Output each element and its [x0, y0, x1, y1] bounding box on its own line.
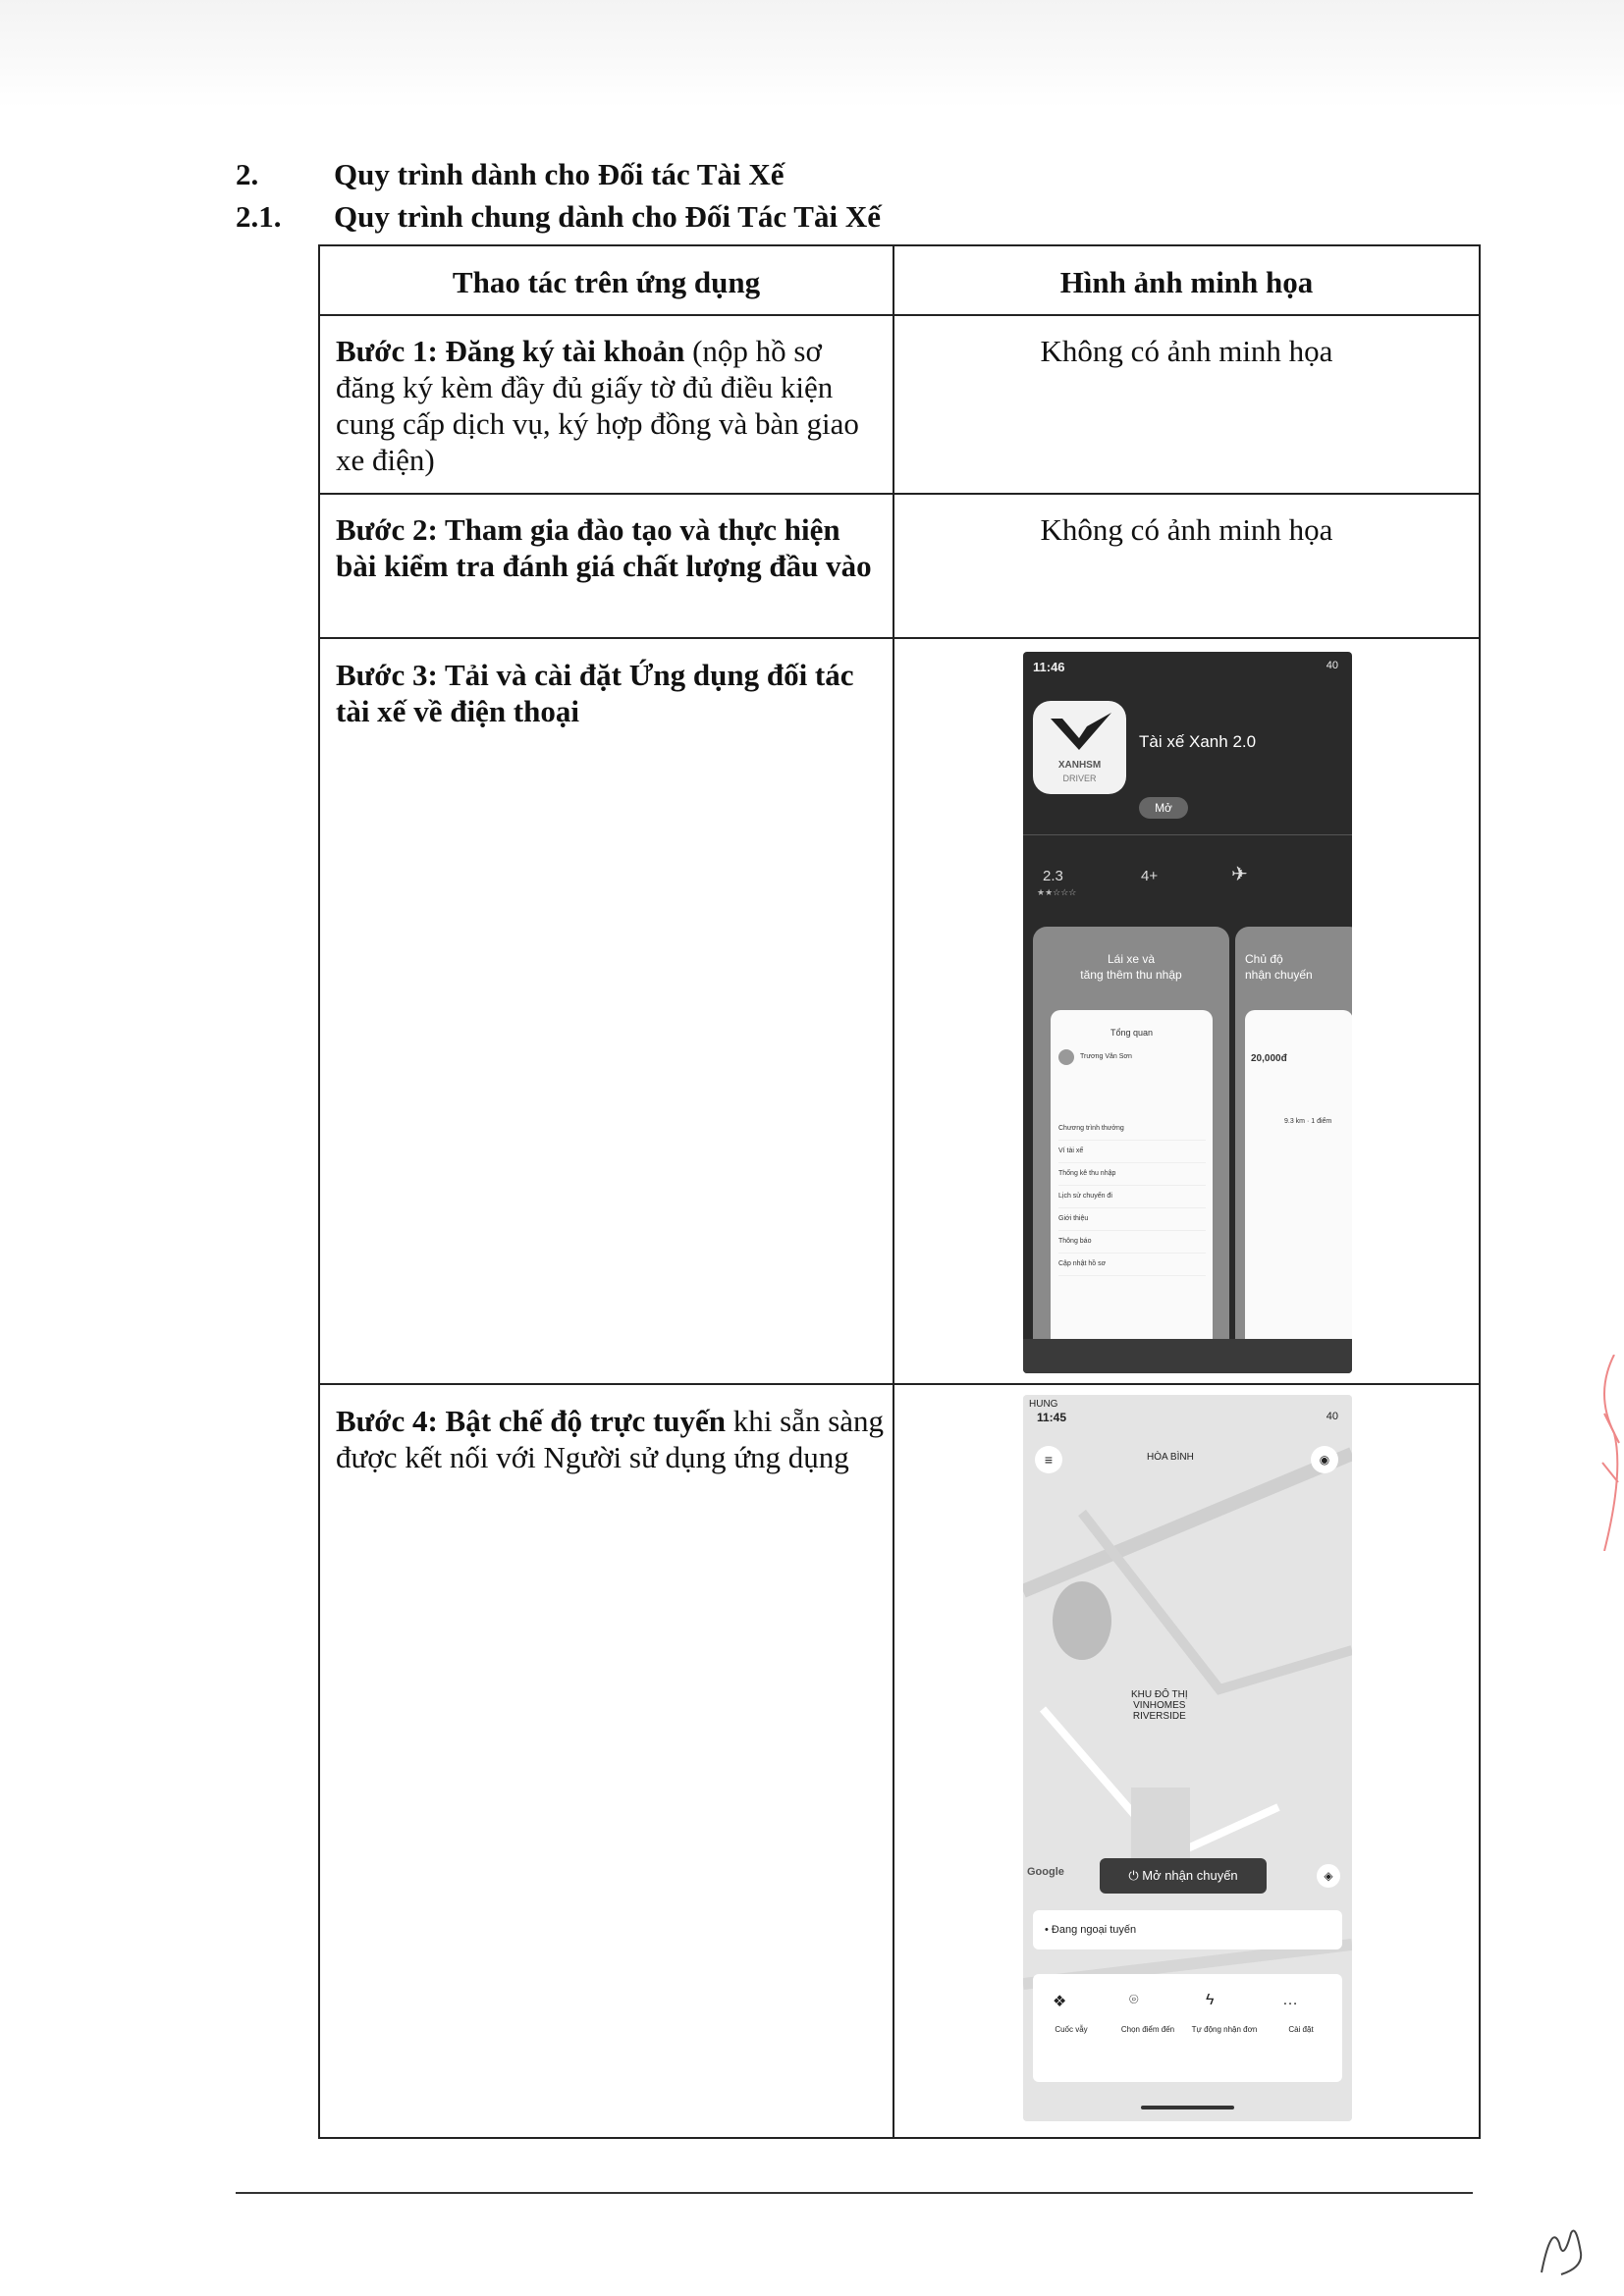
section-number: 2. — [236, 157, 259, 191]
promo-inner-screen-2 — [1245, 1010, 1352, 1354]
column-header-actions: Thao tác trên ứng dụng — [452, 265, 761, 299]
section-title: Quy trình dành cho Đối tác Tài Xế — [334, 157, 785, 191]
row-divider — [320, 314, 1479, 316]
step-2-title: Bước 2: Tham gia đào tạo và thực hiện bài kiểm tra đánh giá chất lượng đầu vào — [336, 512, 872, 583]
lightning-icon: ϟ — [1206, 1992, 1215, 2008]
inner-menu-item: Ví tài xế — [1058, 1141, 1206, 1163]
inner-user-name: Trương Văn Sơn — [1080, 1053, 1132, 1060]
inner-menu — [1058, 1118, 1206, 1276]
map-screenshot — [1023, 1395, 1352, 2121]
row-divider — [320, 493, 1479, 495]
go-online-label: Mở nhận chuyến — [1142, 1868, 1238, 1883]
signature — [1532, 2214, 1591, 2282]
quick-action-label[interactable]: Chọn điểm đến — [1120, 2025, 1175, 2034]
logo-text: XANHSM — [1057, 760, 1102, 771]
status-signal: 40 — [1326, 1411, 1338, 1422]
map-label-line: RIVERSIDE — [1132, 1711, 1186, 1722]
more-icon: … — [1282, 1992, 1298, 2008]
distance-value: 9.3 km · 1 điểm — [1284, 1118, 1332, 1125]
stamp-fragment — [1585, 1355, 1624, 1551]
age-rating: 4+ — [1141, 868, 1159, 884]
fare-value: 20,000đ — [1251, 1053, 1287, 1064]
row-divider — [320, 637, 1479, 639]
avatar — [1058, 1049, 1074, 1065]
menu-icon[interactable]: ≡ — [1035, 1446, 1062, 1473]
promo-card-1 — [1033, 927, 1229, 1368]
column-header-illustration: Hình ảnh minh họa — [1059, 265, 1314, 299]
app-store-screenshot — [1023, 652, 1352, 1373]
power-icon: ⏻ — [1128, 1868, 1143, 1883]
quick-action-label[interactable]: Cuốc vẫy — [1055, 2025, 1088, 2034]
step-1-text — [336, 333, 886, 478]
inner-menu-item: Chương trình thưởng — [1058, 1118, 1206, 1141]
subsection-title: Quy trình chung dành cho Đối Tác Tài Xế — [334, 199, 881, 234]
step-2-no-image: Không có ảnh minh họa — [1040, 512, 1333, 547]
step-1-no-image: Không có ảnh minh họa — [1040, 334, 1333, 368]
step-1-title: Bước 1: Đăng ký tài khoản — [336, 334, 685, 368]
inner-title: Tổng quan — [1110, 1028, 1154, 1038]
row-divider — [320, 1383, 1479, 1385]
step-4-text — [336, 1403, 886, 1475]
home-indicator — [1141, 2106, 1234, 2109]
footer-rule — [236, 2192, 1473, 2194]
app-name: Tài xế Xanh 2.0 — [1139, 732, 1257, 751]
map-label-line: KHU ĐÔ THỊ — [1131, 1689, 1188, 1700]
map-label-line: VINHOMES — [1133, 1700, 1186, 1711]
inner-menu-item: Thống kê thu nhập — [1058, 1163, 1206, 1186]
profile-icon[interactable]: ◉ — [1311, 1446, 1338, 1473]
logo-subtext: DRIVER — [1062, 774, 1097, 783]
go-online-button[interactable] — [1100, 1858, 1267, 1894]
status-time: 11:45 — [1037, 1411, 1067, 1424]
open-button[interactable]: Mở — [1139, 797, 1188, 819]
inner-menu-item: Cập nhật hồ sơ — [1058, 1254, 1206, 1276]
offline-status-bar — [1033, 1910, 1342, 1949]
scan-top-shade — [0, 0, 1624, 108]
inner-menu-item: Thông báo — [1058, 1231, 1206, 1254]
google-logo: Google — [1027, 1866, 1064, 1878]
airplane-icon: ✈ — [1231, 864, 1248, 885]
inner-menu-item: Lịch sử chuyến đi — [1058, 1186, 1206, 1208]
step-4-title: Bước 4: Bật chế độ trực tuyến — [336, 1404, 727, 1438]
locate-icon[interactable]: ◈ — [1317, 1864, 1340, 1888]
quick-action-label[interactable]: Tự động nhận đơn — [1191, 2025, 1258, 2034]
quick-action-label[interactable]: Cài đặt — [1288, 2025, 1314, 2034]
status-time: 11:46 — [1033, 660, 1065, 674]
promo-1-line-2: tăng thêm thu nhập — [1080, 968, 1182, 982]
tab-bar — [1023, 1339, 1352, 1373]
status-dot-icon: • — [1045, 1924, 1052, 1936]
hail-icon: ❖ — [1053, 1994, 1067, 2010]
quick-actions-panel — [1033, 1974, 1342, 2082]
pin-icon: ⌾ — [1129, 1992, 1139, 2008]
step-4-description: khi sẵn sàng được kết nối với Người sử dụng ứng dụng — [336, 1404, 885, 1474]
map-label-hoa-binh: HÒA BÌNH — [1147, 1452, 1194, 1463]
step-3-title: Bước 3: Tải và cài đặt Ứng dụng đối tác tài xế về điện thoại — [336, 658, 854, 728]
inner-menu-item: Giới thiệu — [1058, 1208, 1206, 1231]
rating-value: 2.3 — [1043, 868, 1063, 884]
step-1-description: (nộp hồ sơ đăng ký kèm đầy đủ giấy tờ đủ điều kiện cung cấp dịch vụ, ký hợp đồng và bàn giao xe điện) — [336, 334, 859, 477]
promo-card-2 — [1235, 927, 1352, 1368]
process-table — [318, 244, 1481, 2139]
offline-status-label: Đang ngoại tuyến — [1051, 1924, 1137, 1936]
promo-1-line-1: Lái xe và — [1107, 952, 1156, 966]
promo-2-line-2: nhận chuyến — [1245, 968, 1313, 982]
logo-v-icon — [1033, 701, 1126, 760]
app-logo — [1033, 701, 1126, 794]
promo-2-line-1: Chủ độ — [1245, 952, 1283, 966]
subsection-number: 2.1. — [236, 199, 282, 234]
status-signal: 40 — [1326, 660, 1338, 671]
promo-inner-screen — [1051, 1010, 1213, 1354]
rating-stars: ★★☆☆☆ — [1037, 887, 1077, 897]
carrier: HUNG — [1029, 1399, 1058, 1410]
map-label-vinhomes — [1131, 1689, 1188, 1722]
divider — [1023, 834, 1352, 835]
